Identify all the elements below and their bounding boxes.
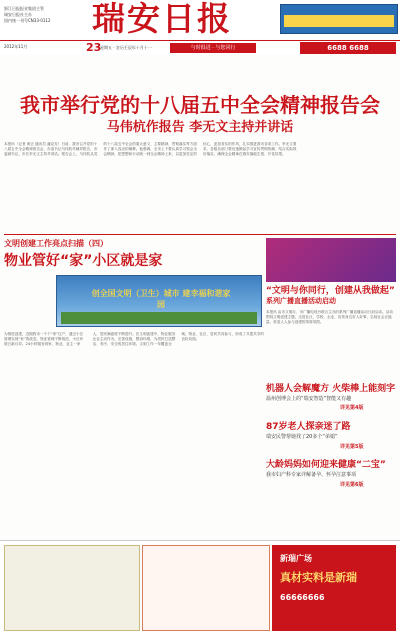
masthead xyxy=(0,0,400,38)
issue-day: 23 xyxy=(86,41,102,54)
story2-subhead: 温州创博会上的“瑞安智造”智能又有趣 xyxy=(266,396,352,402)
hotline-badge: 6688 6688 xyxy=(300,42,396,54)
lead-subhead: 马伟杭作报告 李无文主持并讲话 xyxy=(106,120,294,135)
story4-subhead: 我市妇产科专家详解备孕、怀孕注意事项 xyxy=(266,472,357,478)
masthead-meta-line: 浙江日报报业集团主管 xyxy=(4,6,44,11)
ad3-subtitle: 真材实料是新瑞 xyxy=(280,571,357,584)
ad-furniture[interactable] xyxy=(4,545,140,631)
lead-article-body: 本报讯（记者 黄正 通讯员 潘克芳）日前，我市召开党的十八届五中全会精神报告会，市委书记马伟杭作辅导报告，市委副书记、市长李无文主持并讲话。报告会上，马伟杭从党的十八届五中全会的重大意义、主要精神、贯彻落实等方面作了深入浅出的阐释。他强调，全市上下要认真学习领会全会精神，把思想和行动统一到全会精神上来，以更加坚定的信心、更加务实的作风，扎实推进我市各项工作。李无文要求，各级各部门要迅速掀起学习宣传贯彻热潮，结合实际抓好落实，确保全会精神在瑞安落地生根、开花结果。 xyxy=(4,142,297,156)
bottom-ads xyxy=(0,540,400,634)
masthead-ad-banner xyxy=(284,15,394,27)
story4-headline[interactable]: 大龄妈妈如何迎来健康“二宝” xyxy=(266,460,386,470)
story1-subhead: 系列广播直播活动启动 xyxy=(266,297,336,305)
story4-turn-page[interactable]: 详见第6版 xyxy=(340,482,364,488)
feature-photo xyxy=(56,275,262,327)
right-ad-banner[interactable] xyxy=(266,238,396,282)
story2-headline[interactable]: 机器人会解魔方 火柴棒上能刻字 xyxy=(266,384,396,394)
masthead-ad[interactable] xyxy=(280,4,398,34)
ad3-phone: 66666666 xyxy=(280,593,325,602)
story3-turn-page[interactable]: 详见第5版 xyxy=(340,444,364,450)
ad-xinrui-plaza[interactable] xyxy=(272,545,396,631)
lunar-date: 星期五 · 农历壬辰年十月十一 xyxy=(100,45,152,50)
section-divider xyxy=(4,234,396,235)
masthead-meta-line: 瑞安日报社主办 xyxy=(4,12,32,17)
story3-subhead: 瑞安民警帮她找了20多个“弟媳” xyxy=(266,434,338,440)
dateline-bar xyxy=(0,40,400,54)
story3-headline[interactable]: 87岁老人探亲迷了路 xyxy=(266,422,351,432)
masthead-meta xyxy=(4,6,84,24)
slogan-badge: 与时俱进 · 与您同行 xyxy=(170,43,256,53)
masthead-meta-line: 国内统一刊号CN33-0112 xyxy=(4,18,51,23)
photo-caption: 创全国文明（卫生）城市 建幸福和谐家园 xyxy=(91,289,231,309)
story2-turn-page[interactable]: 详见第4版 xyxy=(340,405,364,411)
lead-headline[interactable]: 我市举行党的十八届五中全会精神报告会 xyxy=(20,93,380,117)
story1-headline[interactable]: “文明与你同行，创建从我做起” xyxy=(266,286,395,296)
story1-body: 本报讯 由市文明办、市广播电视台联合主办的系列广播直播活动日前启动。活动围绕文明创建主题，走进社区、学校、企业，宣传身边好人好事，弘扬社会正能量，营造人人参与创建的浓厚氛围。 xyxy=(266,310,393,324)
editorial-footline xyxy=(266,530,396,538)
feature-article-body: 为推进创建，近期我市一个个“家”住户，通过小区管理实现“家”的改变，物业管理不断规范，小区环境日新月异。24小时服务到家，物业、业主一家人，居民满意度不断提升。在文明创建中，物业服务企业主动作为，完善设施，整治环境，为居民打造整洁、有序、安全的居住环境。文明工作一年覆盖全域，物业、社区、居民共同参与，形成了共建共享的良好局面。 xyxy=(4,332,264,346)
feature-headline[interactable]: 物业管好“家”小区就是家 xyxy=(4,253,163,269)
ad3-title: 新瑞广场 xyxy=(280,554,312,563)
newspaper-title: 瑞安日报 xyxy=(92,0,232,38)
ad-classified[interactable] xyxy=(142,545,270,631)
issue-date: 2012年11月 xyxy=(4,44,28,49)
photo-greenery xyxy=(61,312,257,324)
feature-series-label: 文明创建工作亮点扫描（四） xyxy=(4,239,108,248)
